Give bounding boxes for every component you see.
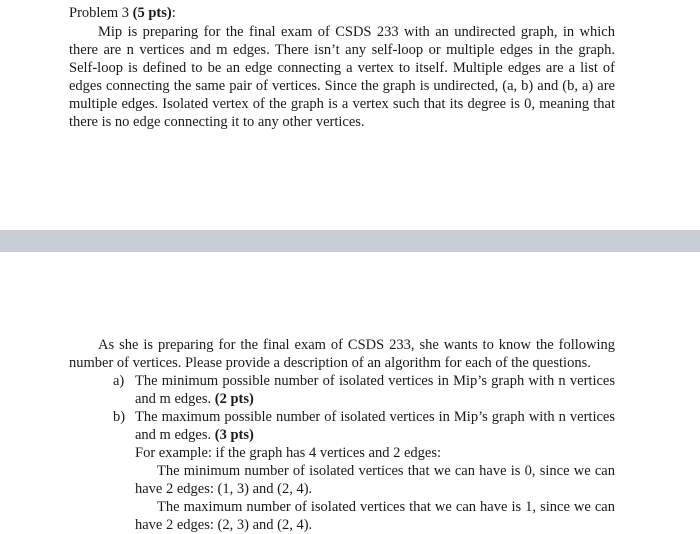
problem-heading-text: Problem 3 bbox=[69, 5, 133, 21]
question-b-points: (3 pts) bbox=[214, 427, 254, 443]
question-a-points: (2 pts) bbox=[214, 391, 254, 407]
question-b-line-2-text: and m edges. bbox=[135, 427, 215, 443]
question-b-marker: b) bbox=[113, 409, 126, 425]
lead-line-1: As she is preparing for the final exam of CSDS 233, she wants to know the following bbox=[98, 337, 615, 353]
questions-section bbox=[0, 252, 700, 533]
question-a-marker: a) bbox=[113, 373, 125, 389]
problem-points: (5 pts) bbox=[132, 5, 172, 21]
intro-line-1: Mip is preparing for the final exam of CSDS 233 with an undirected graph, in which bbox=[98, 24, 615, 40]
intro-line-3: Self-loop is defined to be an edge connecting a vertex to itself. Multiple edges are a list of bbox=[69, 60, 615, 76]
page-break-divider bbox=[0, 230, 700, 252]
example-min-line-1: The minimum number of isolated vertices that we can have is 0, since we can bbox=[157, 463, 615, 479]
question-b-line-1: The maximum possible number of isolated vertices in Mip’s graph with n vertices bbox=[135, 409, 615, 425]
lead-line-2: number of vertices. Please provide a description of an algorithm for each of the questions. bbox=[69, 355, 591, 371]
problem-heading bbox=[69, 4, 176, 22]
intro-line-6: there is no edge connecting it to any other vertices. bbox=[69, 114, 365, 130]
problem-section bbox=[0, 0, 700, 230]
example-intro: For example: if the graph has 4 vertices and 2 edges: bbox=[135, 445, 442, 461]
example-max-line-2: have 2 edges: (2, 3) and (2, 4). bbox=[135, 517, 313, 533]
question-a-line-2 bbox=[135, 390, 254, 408]
question-a-line-1: The minimum possible number of isolated vertices in Mip’s graph with n vertices bbox=[135, 373, 615, 389]
intro-line-2: there are n vertices and m edges. There isn’t any self-loop or multiple edges in the graph. bbox=[69, 42, 615, 58]
intro-line-4: edges connecting the same pair of vertices. Since the graph is undirected, (a, b) and (b, a) are bbox=[69, 78, 615, 94]
intro-line-5: multiple edges. Isolated vertex of the graph is a vertex such that its degree is 0, meaning that bbox=[69, 96, 615, 112]
problem-heading-colon: : bbox=[171, 5, 176, 21]
question-b-line-2 bbox=[135, 426, 254, 444]
example-max-line-1: The maximum number of isolated vertices that we can have is 1, since we can bbox=[157, 499, 615, 515]
example-min-line-2: have 2 edges: (1, 3) and (2, 4). bbox=[135, 481, 313, 497]
question-a-line-2-text: and m edges. bbox=[135, 391, 215, 407]
